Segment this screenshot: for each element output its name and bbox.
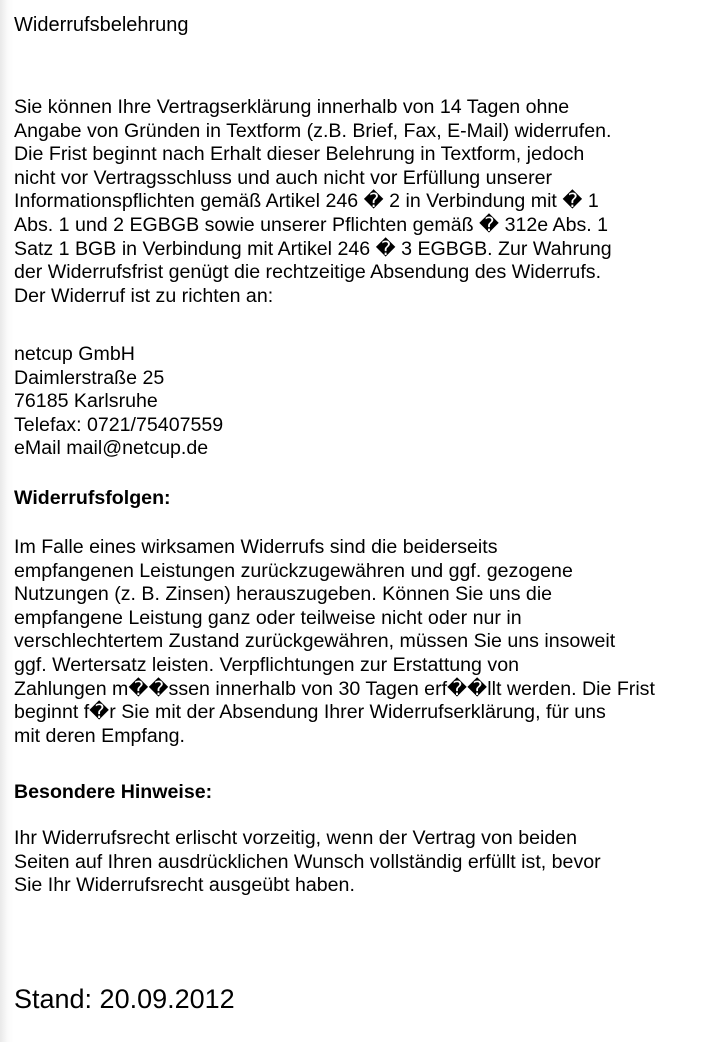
- special-notes-paragraph: Ihr Widerrufsrecht erlischt vorzeitig, wenn der Vertrag von beiden Seiten auf Ihren ausdrücklichen Wunsch vollständig erfüllt ist, bevor Sie Ihr Widerrufsrecht ausgeübt haben.: [14, 827, 601, 897]
- consequences-paragraph: Im Falle eines wirksamen Widerrufs sind die beiderseits empfangenen Leistungen zurückzugewähren und ggf. gezogene Nutzungen (z. B. Zinsen) herauszugeben. Können Sie uns die empfangene Leistung ganz oder teilweise nicht oder nur in verschlechtertem Zustand zurückgewähren, müssen Sie uns insoweit ggf. Wertersatz leisten. Verpflichtungen zur Erstattung von Zahlungen m��ssen innerhalb von 30 Tagen erf��llt werden. Die Frist beginnt f�r Sie mit der Absendung Ihrer Widerrufserklärung, für uns mit deren Empfang.: [14, 536, 655, 747]
- special-notes-heading: Besondere Hinweise:: [14, 781, 213, 803]
- document-date: Stand: 20.09.2012: [14, 984, 235, 1014]
- consequences-heading: Widerrufsfolgen:: [14, 487, 171, 509]
- withdrawal-right-paragraph: Sie können Ihre Vertragserklärung innerhalb von 14 Tagen ohne Angabe von Gründen in Textform (z.B. Brief, Fax, E-Mail) widerrufen. Die Frist beginnt nach Erhalt dieser Belehrung in Textform, jedoch nicht vor Vertragsschluss und auch nicht vor Erfüllung unserer Informationspflichten gemäß Artikel 246 � 2 in Verbindung mit � 1 Abs. 1 und 2 EGBGB sowie unserer Pflichten gemäß � 312e Abs. 1 Satz 1 BGB in Verbindung mit Artikel 246 � 3 EGBGB. Zur Wahrung der Widerrufsfrist genügt die rechtzeitige Absendung des Widerrufs. Der Widerruf ist zu richten an:: [14, 96, 612, 307]
- page-title: Widerrufsbelehrung: [14, 14, 189, 36]
- company-address: netcup GmbH Daimlerstraße 25 76185 Karlsruhe Telefax: 0721/75407559 eMail mail@netcup.de: [14, 343, 224, 460]
